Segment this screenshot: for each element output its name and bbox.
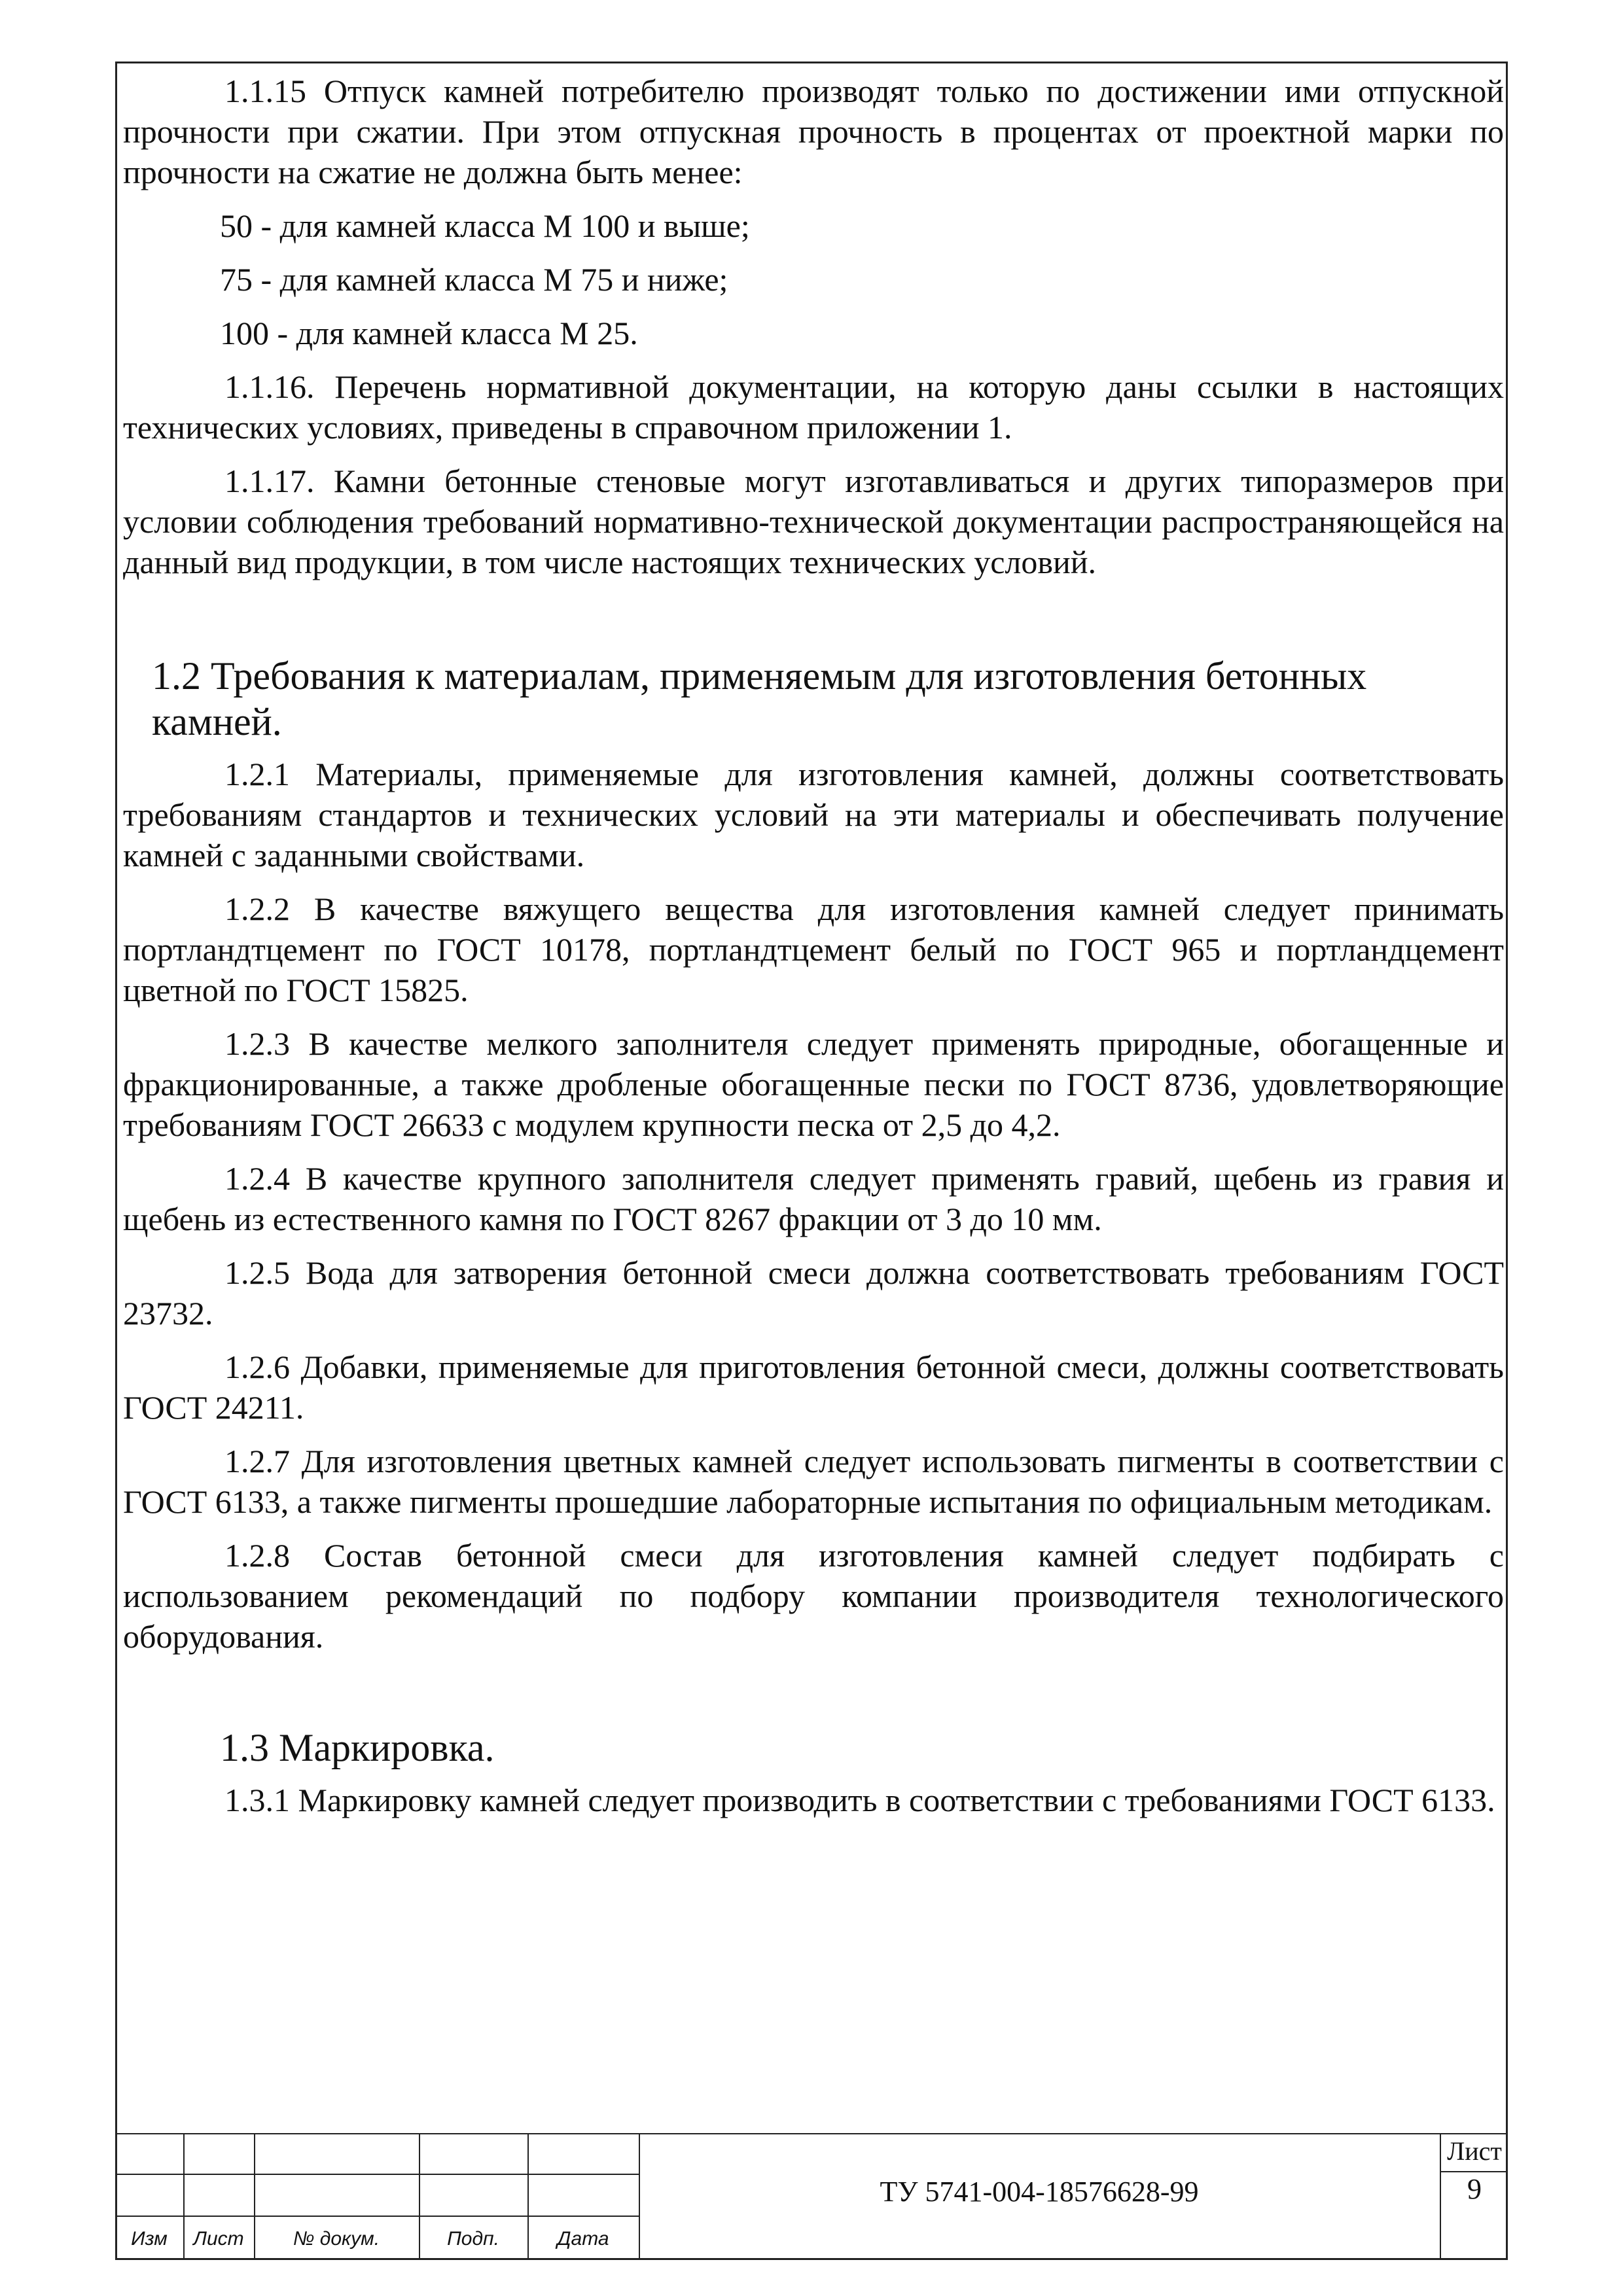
list-item-75: 75 - для камней класса М 75 и ниже; [220, 261, 728, 298]
section-heading-1-2: 1.2 Требования к материалам, применяемым для изготовления бетонных камней. [152, 654, 1367, 743]
paragraph-1-2-2: 1.2.2 В качестве вяжущего вещества для изготовления камней следует принимать портландтцемент по ГОСТ 10178, портландтцемент белый по ГОСТ 965 и портландцемент цветной по ГОСТ 15825. [123, 891, 1504, 1008]
col-doc-label: № докум. [293, 2228, 380, 2250]
title-block-row-line-2 [115, 2216, 639, 2217]
sheet-label: Лист [1447, 2136, 1502, 2166]
paragraph-1-2-4: 1.2.4 В качестве крупного заполнителя следует применять гравий, щебень из гравия и щебень из естественного камня по ГОСТ 8267 фракции от 3 до 10 мм. [123, 1160, 1504, 1237]
col-data-label: Дата [557, 2228, 609, 2250]
paragraph-1-2-6: 1.2.6 Добавки, применяемые для приготовления бетонной смеси, должны соответствовать ГОСТ 24211. [123, 1349, 1504, 1426]
paragraph-1-2-7: 1.2.7 Для изготовления цветных камней следует использовать пигменты в соответствии с ГОСТ 6133, а также пигменты прошедшие лабораторные испытания по официальным методикам. [123, 1443, 1504, 1520]
paragraph-1-1-15: 1.1.15 Отпуск камней потребителю производят только по достижении ими отпускной прочности при сжатии. При этом отпускная прочность в процентах от проектной марки по прочности на сжатие не должна быть менее: [123, 73, 1504, 190]
paragraph-1-2-5: 1.2.5 Вода для затворения бетонной смеси должна соответствовать требованиям ГОСТ 23732. [123, 1254, 1504, 1332]
col-list-label: Лист [193, 2228, 244, 2250]
col-podp-label: Подп. [447, 2228, 499, 2250]
list-item-50: 50 - для камней класса М 100 и выше; [220, 207, 750, 244]
paragraph-1-1-16: 1.1.16. Перечень нормативной документации, на которую даны ссылки в настоящих технических условиях, приведены в справочном приложении 1. [123, 368, 1504, 446]
paragraph-1-2-3: 1.2.3 В качестве мелкого заполнителя следует применять природные, обогащенные и фракционированные, а также дробленые обогащенные пески по ГОСТ 8736, удовлетворяющие требованиям ГОСТ 26633 с модулем крупности песка от 2,5 до 4,2. [123, 1025, 1504, 1143]
col-izm-label: Изм [131, 2228, 168, 2250]
title-block [115, 2133, 1508, 2260]
paragraph-1-1-17: 1.1.17. Камни бетонные стеновые могут изготавливаться и других типоразмеров при условии соблюдения требований нормативно-технической документации распространяющейся на данный вид продукции, в том числе настоящих технических условий. [123, 463, 1504, 580]
list-item-100: 100 - для камней класса М 25. [220, 315, 638, 351]
section-heading-1-3: 1.3 Маркировка. [220, 1726, 495, 1769]
paragraph-1-2-1: 1.2.1 Материалы, применяемые для изготовления камней, должны соответствовать требованиям стандартов и технических условий на эти материалы и обеспечивать получение камней с заданными свойствами. [123, 756, 1504, 874]
sheet-number: 9 [1467, 2173, 1482, 2205]
document-body [123, 71, 1504, 1820]
document-number: ТУ 5741-004-18576628-99 [880, 2176, 1199, 2208]
paragraph-1-3-1: 1.3.1 Маркировку камней следует производить в соответствии с требованиями ГОСТ 6133. [224, 1782, 1495, 1818]
paragraph-1-2-8: 1.2.8 Состав бетонной смеси для изготовления камней следует подбирать с использованием рекомендаций по подбору компании производителя технологического оборудования. [123, 1537, 1504, 1655]
title-block-row-line-1 [115, 2174, 639, 2175]
title-block-top-line [115, 2133, 1508, 2134]
